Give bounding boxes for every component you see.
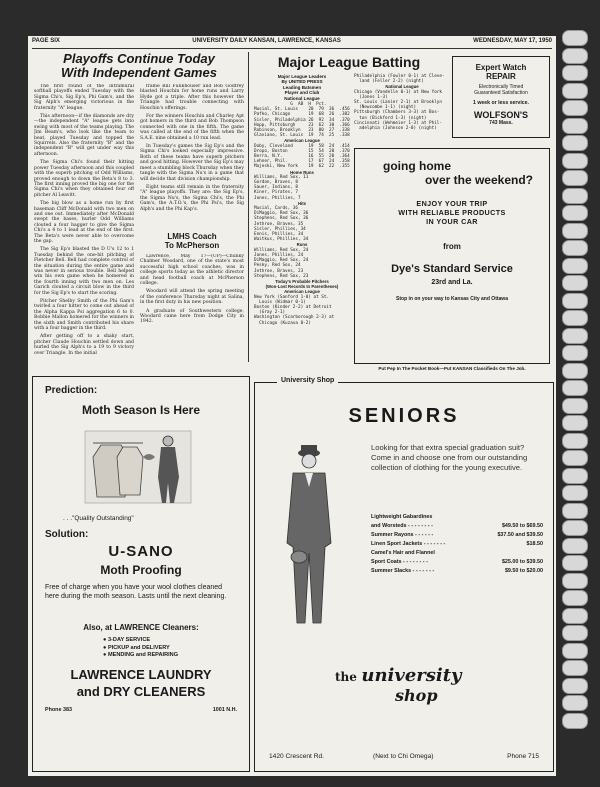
watch-ad-name: WOLFSON'S (473, 110, 529, 120)
classified-strip: Put Pep In The Pocket Book—Put KANSAN Classifieds On The Job. (378, 366, 526, 371)
playoffs-headline-line-1: Playoffs Continue Today (63, 51, 215, 66)
binder-ring (562, 188, 588, 204)
university-shop-ad (254, 377, 554, 772)
pitchers-al-label: American League (284, 289, 320, 295)
lmhs-headline (140, 232, 244, 250)
binder-ring (562, 205, 588, 221)
price-item-name: Lightweight Gabardines (371, 514, 433, 520)
binder-ring (562, 293, 588, 309)
shop-ad-tab: University Shop (277, 377, 338, 384)
laundry-bullet-text: 3-DAY SERVICE (107, 637, 151, 643)
lawrence-laundry-ad (32, 376, 250, 772)
batting-row: Doby, Cleveland 19 58 24 .414 (254, 143, 350, 149)
runs-label: Runs (296, 242, 308, 248)
price-item-price: $49.50 to $69.50 (501, 523, 543, 529)
lmhs-headline-line-2: To McPherson (164, 241, 220, 250)
binder-ring (562, 485, 588, 501)
batting-stats-column-1 (254, 102, 350, 326)
batting-row: Hopp, Pittsburgh 23 62 30 .366 (254, 122, 350, 128)
home-runs-row: Williams, Red Sox, 11 (254, 174, 309, 180)
hits-row: Stephens, Red Sox, 36 (254, 216, 309, 222)
pitcher-row: New York (Sanford 1-0) at St. (254, 294, 330, 300)
batting-row: Majeski, New York 19 62 22 .355 (254, 164, 350, 170)
batting-stats-column-2 (354, 74, 450, 131)
batting-sub-1: Major League Leaders (277, 74, 327, 79)
pitchers-label-2: (Won-Lost Records In Parentheses) (265, 284, 339, 290)
price-item-name: Linen Sport Jackets - - - - - - - (371, 541, 446, 547)
hits-row: Musial, Cards, 36 (254, 206, 298, 212)
paper-name: UNIVERSITY DAILY KANSAN, LAWRENCE, KANSAS (192, 38, 341, 44)
pitcher-row: Boston (Kinder 2-2) at Detroit (254, 304, 332, 310)
price-item (371, 540, 543, 549)
laundry-bullet: ● PICKUP and DELIVERY (103, 644, 170, 651)
price-item (371, 531, 543, 540)
watch-ad-line-4: Guaranteed Satisfaction (474, 90, 528, 96)
masthead (32, 38, 552, 49)
runs-row: Jones, Phillies, 24 (254, 252, 304, 258)
playoffs-paragraph: Pitcher Shelby Smith of the Phi Gam's twirled a four hitter to come out ahead of the Alpha Kappa Psi aggregation 6 to 0. Bobbie Mallon homered for the winners in the sixth and Smith contributed his share with a four bagger in the third. (34, 299, 134, 332)
laundry-quality: . . ."Quality Outstanding" (63, 515, 134, 522)
shop-price-list (371, 513, 543, 576)
hits-row: Sisler, Phillies, 34 (254, 226, 306, 232)
pitcher-row: Cincinnati (Wehmeier 1-3) at Phil- (354, 120, 442, 126)
binder-ring (562, 468, 588, 484)
price-item-name: Summer Rayons - - - - - - (371, 532, 434, 538)
dye-ad-line-3: ENJOY YOUR TRIP (416, 199, 488, 208)
shop-next-to: (Next to Chi Omega) (373, 753, 434, 760)
playoffs-headline (34, 52, 244, 80)
logo-the: the (335, 670, 357, 684)
batting-row: Berra, N.Y. 16 55 20 .364 (254, 154, 350, 160)
shop-ad-headline: SENIORS (348, 405, 460, 427)
shop-ad-body: Looking for that extra special graduation suit? Come in and choose one from our outstanding collection of clothing for the young executive. (371, 443, 528, 472)
price-item-price: $18.50 (526, 541, 543, 547)
dye-ad-line-2: over the weekend? (424, 173, 533, 187)
price-item (371, 567, 543, 576)
pitcher-row: Pittsburgh (Chambers 3-3) at Bos- (354, 110, 440, 116)
pitcher-row: Washington (Scarborough 2-3) at (254, 315, 335, 321)
binder-ring (562, 450, 588, 466)
runs-row: DiMaggio, Red Sox, 24 (254, 258, 309, 264)
batting-al-label: American League (284, 138, 320, 144)
binder-ring (562, 328, 588, 344)
batting-nl-label: National League (284, 95, 320, 101)
lmhs-paragraph: A graduate of Southwestern college, Woodard came here from Dodge City in 1942. (140, 308, 244, 325)
runs-row: Pesky, Red Sox, 24 (254, 263, 301, 269)
playoffs-paragraph: The Sig Ep's blasted the D U's 12 to 1 Tuesday behind the one-hit pitching of Fletcher Bell. Bell had complete control of the situation during the entire game and was never in serious trouble. Bell helped win his own game when he homered in the fourth inning with two men on. Les Garich clouted a circuit blow in the third for the Sig Ep's to start the scoring. (34, 247, 134, 296)
pitcher-row: (Newcombe 1-1) (night) (354, 105, 417, 111)
binder-ring (562, 135, 588, 151)
playoffs-paragraph: In Tuesday's games the Sig Ep's and the Sigma Chi's looked especially impressive. Both of these teams have superb pitchers and good hitting. However the Sig Ep's may meet a stumbling block Thursday when they tangle with the Sigma Nu's in a game that will decide that division championship. (140, 144, 244, 182)
logo-university: university (361, 665, 462, 686)
laundry-body-text: Free of charge when you have your wool clothes cleaned here during the moth season. Lasts until the next cleaning. (45, 584, 227, 600)
lmhs-paragraph: Woodard will attend the spring meeting of the conference Thursday night at Salina, in the first duty in his new position. (140, 289, 244, 306)
price-item-name: Sport Coats - - - - - - - - (371, 559, 428, 565)
home-runs-row: Kiner, Pirates, 7 (254, 190, 298, 196)
batting-row: Glaviano, St. Louis 19 74 25 .338 (254, 133, 350, 139)
dye-ad-tagline: Stop in on your way to Kansas City and Ottawa (396, 296, 508, 302)
playoffs-paragraph: The Sigma Chi's found their hitting power Tuesday afternoon and this coupled with the superb pitching of Odd Williams, proved enough to down the Beta's 8 to 3. The first inning proved the big one for the Sigma Chi's when they obtained four off pitcher Al Leavitt. (34, 160, 134, 198)
binder-ring (562, 573, 588, 589)
price-item-price: $37.50 and $39.50 (497, 532, 543, 538)
lmhs-article (140, 254, 244, 360)
batting-sub-3: Leading Batsmen (282, 84, 322, 90)
hits-row: DiMaggio, Red Sox, 36 (254, 211, 309, 217)
pitcher-row: (Gray 2-1) (254, 310, 286, 316)
pitcher-row: (Jones 1-3) (354, 94, 388, 100)
playoffs-paragraph: This afternoon—if the diamonds are dry—the independent "A" league gets into swing with most of the teams playing. The Jim Beam's, who look like the team to beat, played Tuesday and topped the Squirrels. Also the fraternity "B" and the independent "B" will get under way this afternoon. (34, 114, 134, 157)
binder-ring (562, 48, 588, 64)
dye-standard-service-ad (354, 148, 550, 364)
binder-ring (562, 380, 588, 396)
price-item (371, 513, 543, 522)
hits-label: Hits (297, 200, 307, 206)
batting-row: Sisler, Philadelphia 26 92 34 .370 (254, 117, 350, 123)
pitchers-label-1: Today's Probable Pitchers (275, 278, 329, 284)
watch-ad-line-3: Electronically Timed (478, 84, 524, 90)
binder-ring (562, 258, 588, 274)
runs-row: Jethroe, Braves, 23 (254, 268, 304, 274)
playoffs-paragraph: frame Bill Funkhouser and Bob Godfrey blasted Houchin for home runs and Larry Hyde got a triple. After this however the Triangle had trouble connecting with Houchin's offerings. (140, 84, 244, 111)
university-shop-logo (335, 665, 535, 705)
playoffs-column-2 (140, 84, 244, 226)
dye-ad-line-4: WITH RELIABLE PRODUCTS (398, 208, 506, 217)
laundry-prediction: Prediction: (45, 385, 98, 396)
dye-ad-line-1: going home (383, 159, 451, 173)
runs-row: Williams, Red Sox, 24 (254, 247, 309, 253)
binder-ring (562, 65, 588, 81)
laundry-name-2: and DRY CLEANERS (76, 684, 206, 699)
column-rule (248, 52, 249, 362)
shop-address: 1420 Crescent Rd. (269, 753, 324, 760)
watch-ad-line-2: REPAIR (486, 72, 516, 81)
binder-ring (562, 100, 588, 116)
laundry-bullet: ● 3-DAY SERVICE (103, 637, 151, 643)
logo-shop: shop (395, 686, 438, 705)
laundry-bullet: ● MENDING and REPAIRING (103, 652, 179, 658)
watch-repair-ad (452, 56, 550, 138)
moth-clothes-illustration-icon (83, 427, 193, 507)
batting-table-header: G AB H Pct. (254, 102, 327, 107)
batting-row: Lehner, Phil. 17 67 24 .358 (254, 159, 350, 165)
man-in-suit-illustration-icon (271, 439, 345, 629)
playoffs-paragraph: After getting off to a shaky start, pitcher Claude Houchin settled down and hurled the Sig Alph's to a 19 to 9 victory over Triangle. In the initial (34, 334, 134, 356)
pitcher-row: ton (Bickford 1-3) (night) (354, 115, 427, 121)
playoffs-headline-line-2: With Independent Games (61, 65, 217, 80)
laundry-product-name: U-SANO (108, 543, 174, 560)
price-item (371, 549, 543, 558)
batting-subheads (254, 74, 350, 101)
runs-row: Stephens, Red Sox, 23 (254, 273, 309, 279)
playoffs-paragraph: Eight teams still remain in the fraternity "A" league playoffs. They are: the Sig Ep's, the Sigma Nu's, the Sigma Chi's, the Phi Gam's, the A.T.O.'s, the Phi Psi's, the Sig Alph's and the Phi Kap's. (140, 184, 244, 212)
binder-ring (562, 153, 588, 169)
hits-row: Ennis, Phillies, 34 (254, 232, 304, 238)
binder-ring (562, 678, 588, 694)
laundry-moth-headline: Moth Season Is Here (81, 403, 201, 417)
binder-ring (562, 398, 588, 414)
hits-row: Jethroe, Braves, 35 (254, 221, 304, 227)
binder-ring (562, 118, 588, 134)
playoffs-paragraph: The big blow as a home run by first baseman Cliff McDonald with two men on and one out. Immediately after McDonald swept the bases, hurler Odd Williams clouted a four bagger to give the Sigma Chi's a 4 to 1 lead at the end of the first. The Beta's were never able to overcome the gap. (34, 201, 134, 244)
pitcher-row: land (Feller 2-2) (night) (354, 79, 424, 85)
newspaper-page (28, 36, 556, 776)
binder-ring (562, 590, 588, 606)
playoffs-column-1 (34, 84, 134, 360)
binder-ring (562, 83, 588, 99)
laundry-product-type: Moth Proofing (100, 563, 182, 577)
binder-ring (562, 30, 588, 46)
batting-row: Pafko, Chicago 19 68 26 .382 (254, 112, 350, 118)
watch-ad-address: 743 Mass. (489, 120, 513, 126)
laundry-name-1: LAWRENCE LAUNDRY (70, 667, 212, 682)
binder-ring (562, 538, 588, 554)
laundry-also: Also, at LAWRENCE Cleaners: (83, 623, 199, 632)
home-runs-label: Home Runs (290, 169, 314, 175)
laundry-bullet-text: PICKUP and DELIVERY (107, 644, 170, 651)
binder-ring (562, 240, 588, 256)
page-number: PAGE SIX (32, 38, 60, 44)
laundry-bullet-text: MENDING and REPAIRING (107, 652, 179, 658)
binder-ring (562, 363, 588, 379)
price-item-price: $25.00 to $39.50 (501, 559, 543, 565)
binder-ring (562, 625, 588, 641)
batting-row: Dropo, Boston 15 54 20 .370 (254, 148, 350, 154)
batting-row: Robinson, Brooklyn 23 80 27 .338 (254, 128, 350, 134)
pitcher-row: Chicago (Kuzava 0-2) (254, 320, 311, 326)
price-item-name: Camel's Hair and Flannel (371, 550, 435, 556)
binder-ring (562, 433, 588, 449)
batting-sub-4: Player and Club (284, 90, 320, 96)
dye-ad-name: Dye's Standard Service (391, 263, 513, 275)
binder-ring (562, 695, 588, 711)
dye-ad-from: from (443, 242, 461, 251)
issue-date: WEDNESDAY, MAY 17, 1950 (473, 38, 552, 44)
home-runs-row: Jones, Phillies, 7 (254, 195, 301, 201)
batting-headline: Major League Batting (277, 54, 421, 70)
laundry-bullet-list (103, 637, 178, 660)
binder-ring (562, 608, 588, 624)
laundry-solution: Solution: (45, 529, 89, 540)
lmhs-paragraph: Lawrence, May 17—(UP)—Chunky Chalmer Woodard, one of the state's most successful high school coaches, was in college sports today as the athletic director and head football coach at McPherson college. (140, 254, 244, 287)
price-item-price: $9.50 to $20.00 (504, 568, 543, 574)
batting-row: Musial, St. Louis 20 79 36 .456 (254, 107, 350, 113)
binder-ring (562, 415, 588, 431)
price-item-name: Summer Slacks - - - - - - - (371, 568, 435, 574)
price-item (371, 558, 543, 567)
lmhs-headline-line-1: LMHS Coach (167, 232, 217, 241)
pitcher-row: Louis (Widmar 0-1) (254, 299, 306, 305)
binder-ring (562, 713, 588, 729)
batting-sub-2: By UNITED PRESS (281, 79, 323, 85)
binder-ring (562, 275, 588, 291)
binder-ring (562, 503, 588, 519)
shop-phone: Phone 715 (507, 753, 539, 760)
binder-ring (562, 310, 588, 326)
binder-ring (562, 170, 588, 186)
pitcher-row: St. Louis (Lanier 2-1) at Brooklyn (354, 100, 442, 106)
watch-ad-line-5: 1 week or less service. (473, 100, 529, 106)
pitcher-row: adelphia (Johnson 2-0) (night) (354, 126, 437, 132)
binder-ring (562, 223, 588, 239)
pitcher-row: Philadelphia (Fowler 0-1) at Cleve- (354, 74, 445, 79)
pitchers-nl-label: National League (385, 84, 419, 90)
laundry-address: 1001 N.H. (212, 707, 237, 713)
playoffs-paragraph: For the winners Houchin and Charley Apt got homers in the third and Bob Thompson connected with one in the fifth. The game was called at the end of the fifth when the S.A.E. nine obtained a 10 run lead. (140, 114, 244, 141)
binder-ring (562, 555, 588, 571)
hits-row: Waitkus, Phillies, 34 (254, 237, 309, 243)
binder-ring (562, 520, 588, 536)
playoffs-paragraph: The first round of the intramural softball playoffs ended Tuesday with the Sigma Chi's, Sig Ep's, Phi Gam's, and the Sig Alph's emerging victorious in the fraternity "A" league. (34, 84, 134, 111)
watch-ad-line-1: Expert Watch (475, 63, 527, 72)
binder-ring (562, 660, 588, 676)
price-item (371, 522, 543, 531)
binder-rings (556, 30, 600, 730)
dye-ad-address: 23rd and La. (431, 279, 473, 286)
binder-ring (562, 643, 588, 659)
laundry-phone: Phone 383 (45, 707, 72, 713)
home-runs-row: Sauer, Indians, 8 (254, 185, 298, 191)
dye-ad-line-5: IN YOUR CAR (426, 217, 478, 226)
home-runs-row: Gordon, Braves, 8 (254, 180, 298, 186)
binder-ring (562, 345, 588, 361)
price-item-name: and Worsteds - - - - - - - - (371, 523, 433, 529)
pitcher-row: Chicago (Vandelle 0-1) at New York (354, 89, 442, 95)
